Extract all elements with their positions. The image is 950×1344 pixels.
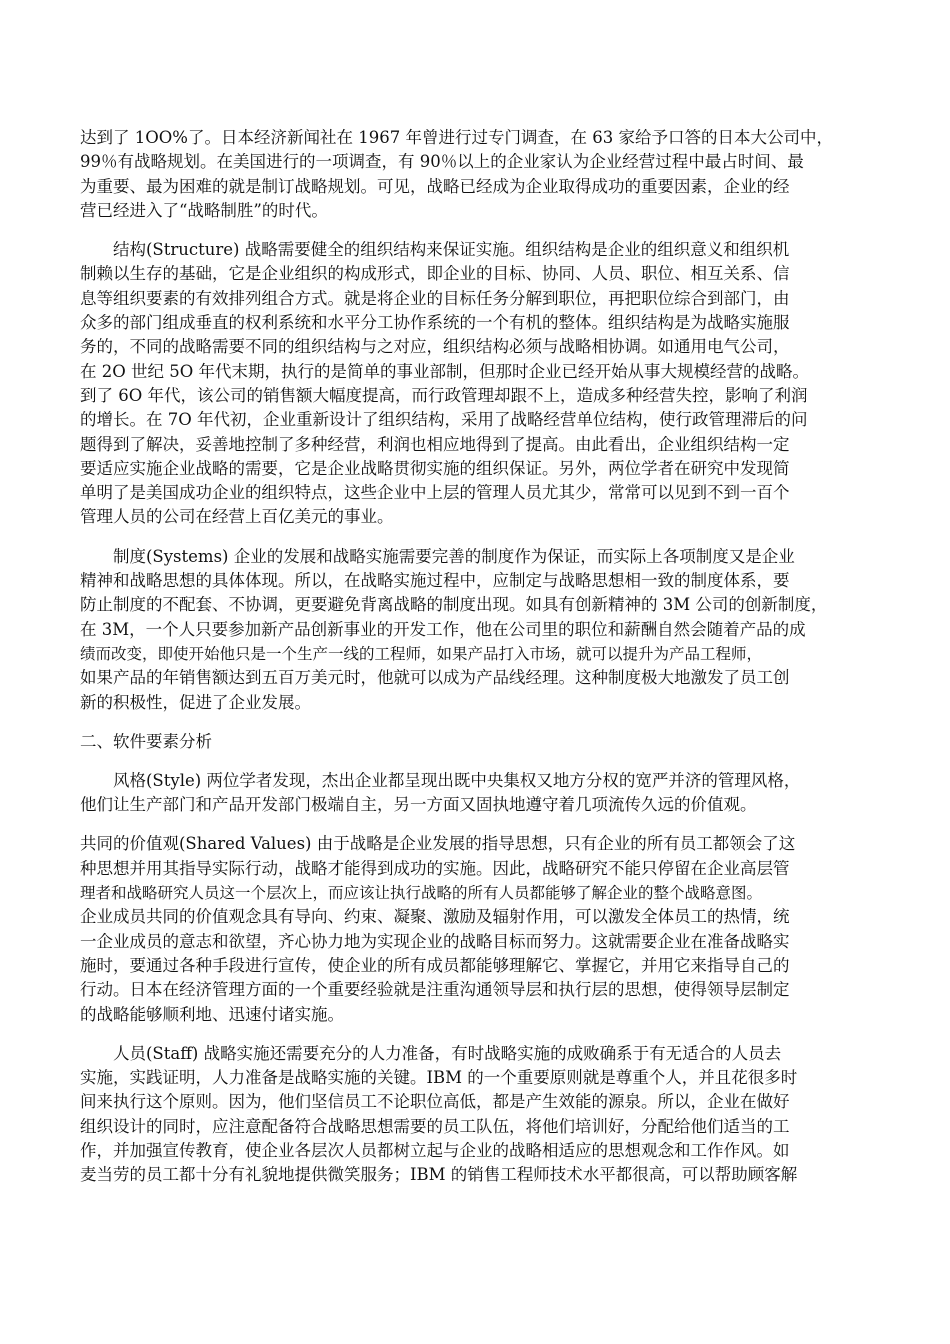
- text-line: 众多的部门组成垂直的权利系统和水平分工协作系统的一个有机的整体。组织结构是为战略实施服: [80, 313, 790, 333]
- text-line: 在 2O 世纪 5O 年代末期，执行的是简单的事业部制，但那时企业已经开始从事大规模经营的战略。: [80, 361, 810, 381]
- text-line: 他们让生产部门和产品开发部门极端自主，另一方面又固执地遵守着几项流传久远的价值观。: [80, 795, 757, 815]
- text-line: 新的积极性，促进了企业发展。: [80, 692, 311, 712]
- text-line: 种思想并用其指导实际行动，战略才能得到成功的实施。因此，战略研究不能只停留在企业高层管: [80, 858, 790, 878]
- text-line: 组织设计的同时，应注意配备符合战略思想需要的员工队伍，将他们培训好，分配给他们适当的工: [80, 1116, 790, 1136]
- text-line: 精神和战略思想的具体体现。所以，在战略实施过程中，应制定与战略思想相一致的制度体系，要: [80, 571, 790, 591]
- text-line: 务的，不同的战略需要不同的组织结构与之对应，组织结构必须与战略相协调。如通用电气公司，: [80, 337, 790, 357]
- text-line: 的增长。在 7O 年代初，企业重新设计了组织结构，采用了战略经营单位结构，使行政管理滞后的问: [80, 410, 808, 430]
- text-line: 间来执行这个原则。因为，他们坚信员工不论职位高低，都是产生效能的源泉。所以，企业在做好: [80, 1092, 790, 1112]
- text-line: 制赖以生存的基础，它是企业组织的构成形式，即企业的目标、协同、人员、职位、相互关系、信: [80, 264, 790, 284]
- text-line: 行动。日本在经济管理方面的一个重要经验就是注重沟通领导层和执行层的思想，使得领导层制定: [80, 980, 790, 1000]
- paragraph-strategy-intro: [80, 126, 920, 223]
- text-line: 在 3M，一个人只要参加新产品创新事业的开发工作，他在公司里的职位和薪酬自然会随着产品的成: [80, 619, 806, 639]
- document-page: [80, 126, 920, 1203]
- text-line: 单明了是美国成功企业的组织特点，这些企业中上层的管理人员尤其少，常常可以见到不到一百个: [80, 483, 790, 503]
- text-line: 绩而改变，即使开始他只是一个生产一线的工程师，如果产品打入市场，就可以提升为产品工程师，: [80, 644, 763, 663]
- text-line: 管理人员的公司在经营上百亿美元的事业。: [80, 507, 394, 527]
- text-line: 为重要、最为困难的就是制订战略规划。可见，战略已经成为企业取得成功的重要因素，企业的经: [80, 176, 790, 196]
- text-line: 人员(Staff) 战略实施还需要充分的人力准备，有时战略实施的成败确系于有无适合的人员去: [113, 1043, 782, 1063]
- text-line: 防止制度的不配套、不协调，更要避免背离战略的制度出现。如具有创新精神的 3M 公司的创新制度，: [80, 595, 828, 615]
- heading-text: 二、软件要素分析: [80, 731, 212, 751]
- text-line: 的战略能够顺利地、迅速付诸实施。: [80, 1004, 344, 1024]
- text-line: 息等组织要素的有效排列组合方式。就是将企业的目标任务分解到职位，再把职位综合到部门，由: [80, 288, 790, 308]
- section-heading-software-elements: [80, 730, 920, 754]
- paragraph-style: [80, 769, 920, 818]
- text-line: 施时，要通过各种手段进行宣传，使企业的所有成员都能够理解它、掌握它，并用它来指导自己的: [80, 955, 790, 975]
- paragraph-systems: [80, 545, 920, 715]
- text-line: 如果产品的年销售额达到五百万美元时，他就可以成为产品线经理。这种制度极大地激发了员工创: [80, 668, 790, 688]
- text-line: 营已经进入了“战略制胜”的时代。: [80, 200, 328, 220]
- text-line: 麦当劳的员工都十分有礼貌地提供微笑服务；IBM 的销售工程师技术水平都很高，可以帮助顾客解: [80, 1165, 798, 1185]
- text-line: 要适应实施企业战略的需要，它是企业战略贯彻实施的组织保证。另外，两位学者在研究中发现简: [80, 458, 790, 478]
- text-line: 实施，实践证明，人力准备是战略实施的关键。IBM 的一个重要原则就是尊重个人，并且花很多时: [80, 1068, 798, 1088]
- text-line: 企业成员共同的价值观念具有导向、约束、凝聚、激励及辐射作用，可以激发全体员工的热情，统: [80, 907, 790, 927]
- text-line: 共同的价值观(Shared Values) 由于战略是企业发展的指导思想，只有企业的所有员工都领会了这: [80, 834, 796, 854]
- text-line: 到了 6O 年代，该公司的销售额大幅度提高，而行政管理却跟不上，造成多种经营失控，影响了利润: [80, 385, 808, 405]
- paragraph-structure: [80, 238, 920, 530]
- paragraph-staff: [80, 1042, 920, 1188]
- text-line: 作，并加强宣传教育，使企业各层次人员都树立起与企业的战略相适应的思想观念和工作作风。如: [80, 1140, 790, 1160]
- text-line: 理者和战略研究人员这一个层次上，而应该让执行战略的所有人员都能够了解企业的整个战略意图。: [80, 884, 763, 903]
- paragraph-shared-values: [80, 832, 920, 1026]
- text-line: 风格(Style) 两位学者发现，杰出企业都呈现出既中央集权又地方分权的宽严并济的管理风格，: [113, 770, 801, 790]
- text-line: 制度(Systems) 企业的发展和战略实施需要完善的制度作为保证，而实际上各项制度又是企业: [113, 546, 795, 566]
- text-line: 题得到了解决，妥善地控制了多种经营，利润也相应地得到了提高。由此看出，企业组织结构一定: [80, 434, 790, 454]
- text-line: 一企业成员的意志和欲望，齐心协力地为实现企业的战略目标而努力。这就需要企业在准备战略实: [80, 931, 790, 951]
- text-line: 达到了 1OO%了。日本经济新闻社在 1967 年曾进行过专门调查，在 63 家给予口答的日本大公司中，: [80, 128, 833, 147]
- text-line: 结构(Structure) 战略需要健全的组织结构来保证实施。组织结构是企业的组织意义和组织机: [113, 240, 790, 260]
- text-line: 99％有战略规划。在美国进行的一项调查，有 90％以上的企业家认为企业经营过程中最占时间、最: [80, 152, 804, 172]
